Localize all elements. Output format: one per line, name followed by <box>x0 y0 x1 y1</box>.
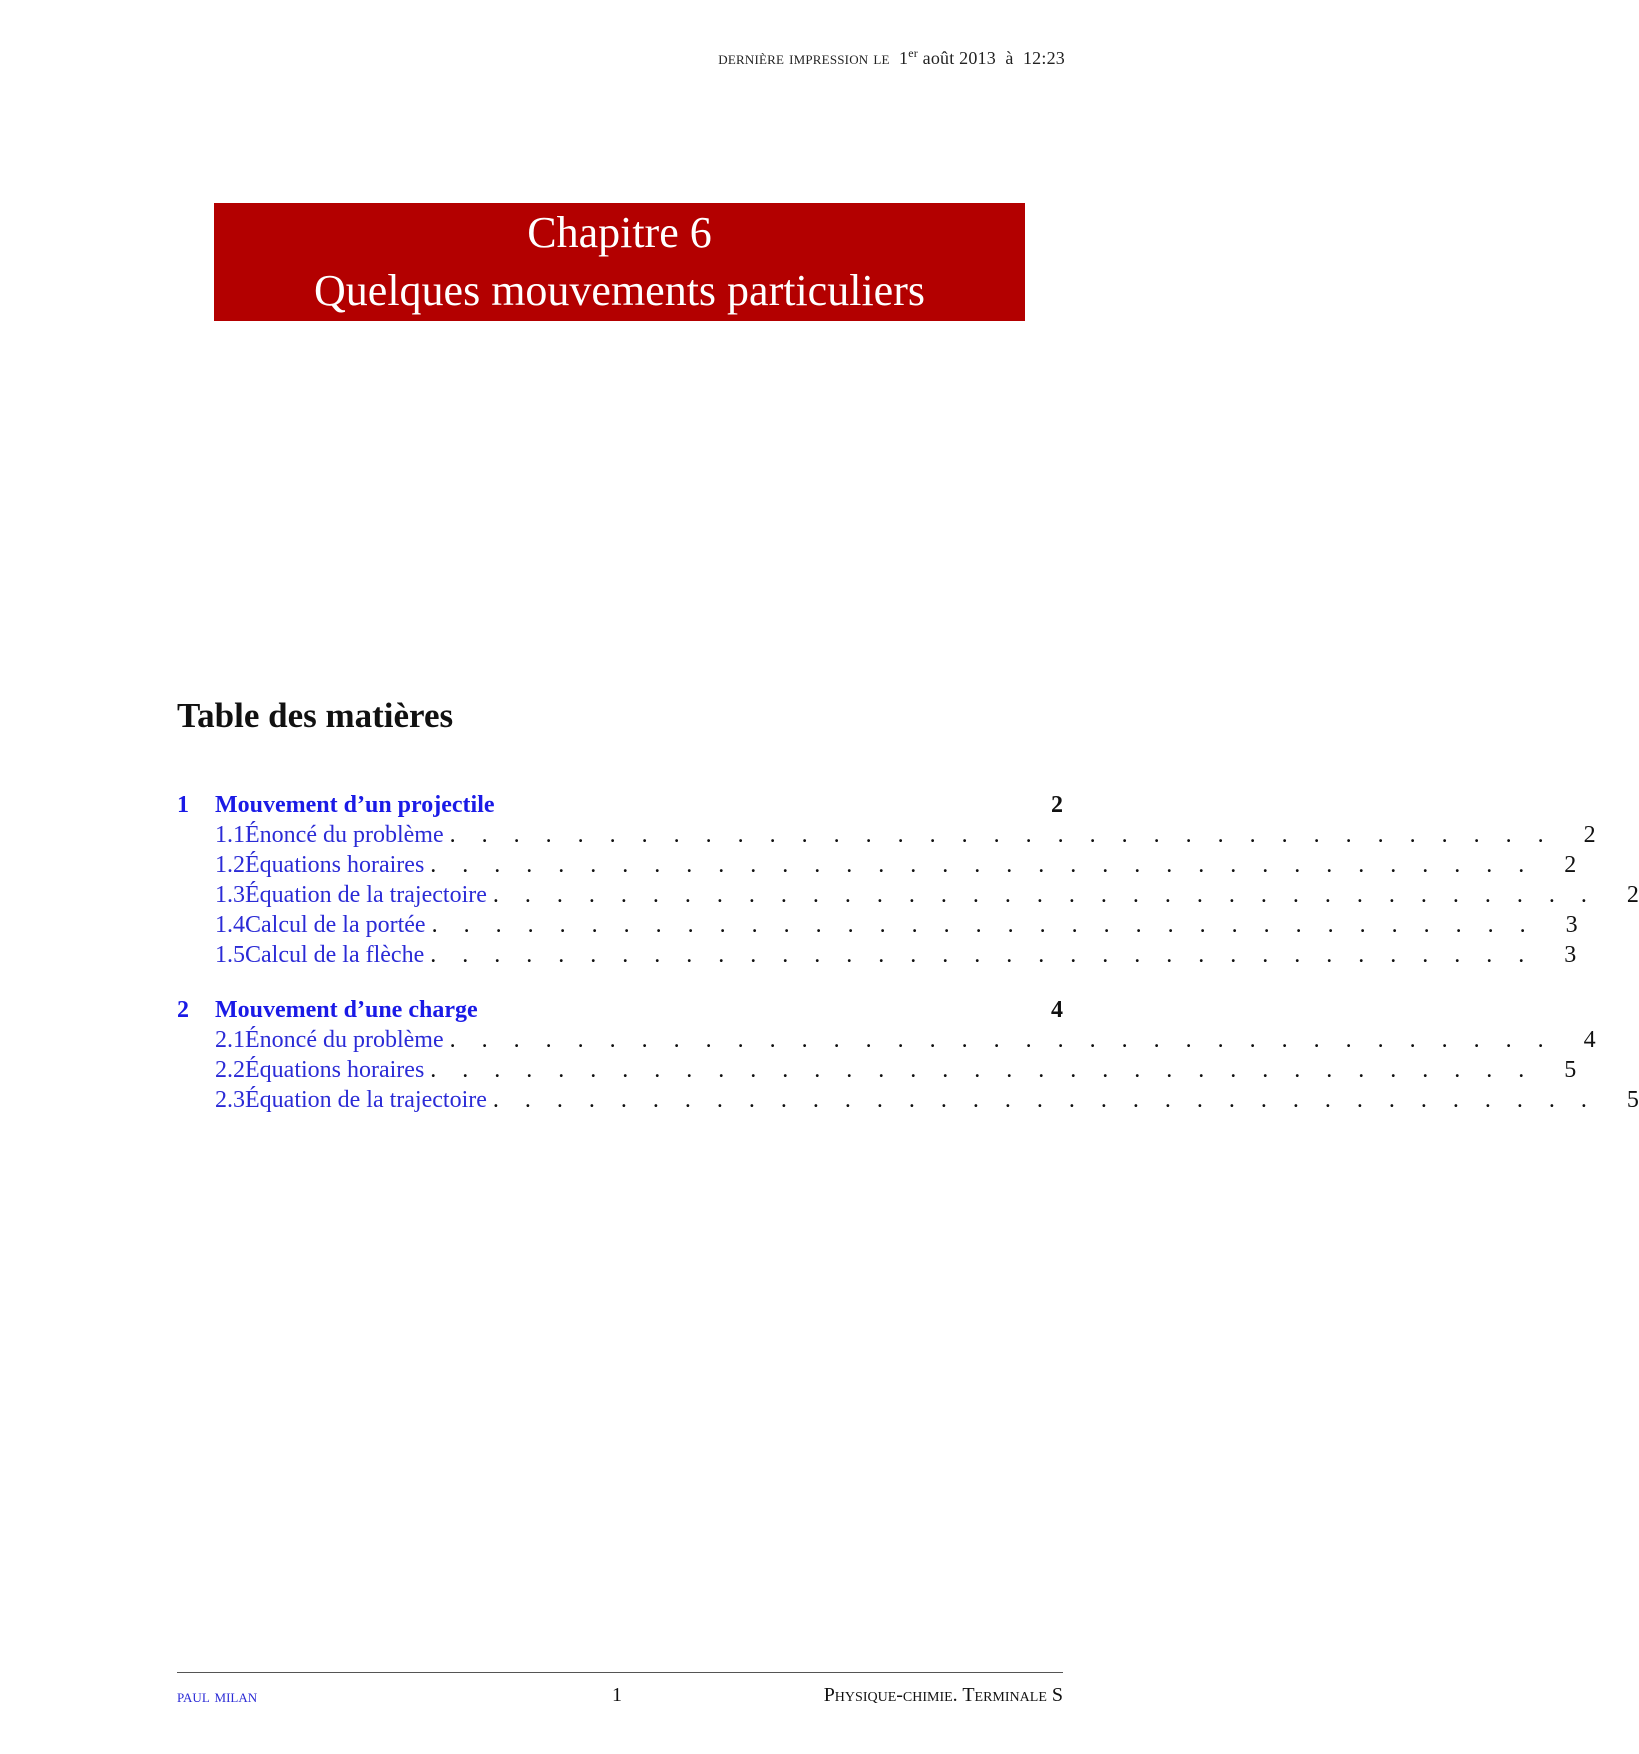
toc-section-1 <box>177 790 1639 970</box>
toc-entry-subsection[interactable] <box>177 1055 1577 1085</box>
toc-leader-dots: . . . . . . . . . . . . . . . . . . . . . . . . . . . . . . . . . . . <box>492 882 1597 908</box>
toc-entry-section[interactable] <box>177 995 1063 1025</box>
toc-entry-page: 2 <box>1564 852 1577 878</box>
footer-course: Physique-chimie. Terminale S <box>823 1684 1063 1706</box>
toc-leader-dots: . . . . . . . . . . . . . . . . . . . . . . . . . . . . . . . . . . . <box>431 912 1536 938</box>
toc-entry-section[interactable] <box>177 790 1063 820</box>
chapter-title: Quelques mouvements particuliers <box>314 266 925 315</box>
toc-entry-subsection[interactable] <box>177 820 1596 850</box>
toc-heading: Table des matières <box>177 696 454 735</box>
toc-entry-number: 1.4 <box>215 912 245 938</box>
footer-author: paul milan <box>177 1686 258 1707</box>
toc-entry-subsection[interactable] <box>177 910 1578 940</box>
toc-leader-dots: . . . . . . . . . . . . . . . . . . . . . . . . . . . . . . . . . . . <box>430 852 1535 878</box>
toc-entry-number: 1 <box>177 792 189 818</box>
toc-entry-subsection[interactable] <box>177 850 1577 880</box>
toc-entry-label: Équations horaires <box>245 1057 425 1083</box>
toc-entry-number: 1.5 <box>215 942 245 968</box>
toc-leader-dots: . . . . . . . . . . . . . . . . . . . . . . . . . . . . . . . . . . . <box>449 1027 1554 1053</box>
toc-entry-page: 5 <box>1626 1087 1639 1113</box>
print-label: dernière impression le <box>718 48 890 69</box>
toc-entry-label: Mouvement d’un projectile <box>215 792 495 818</box>
toc-entry-label: Calcul de la flèche <box>245 942 425 968</box>
toc-entry-page: 2 <box>1583 822 1596 848</box>
toc-entry-page: 4 <box>1583 1027 1596 1053</box>
toc-leader-dots: . . . . . . . . . . . . . . . . . . . . . . . . . . . . . . . . . . . <box>449 822 1554 848</box>
toc-leader-dots: . . . . . . . . . . . . . . . . . . . . . . . . . . . . . . . . . . . <box>430 1057 1535 1083</box>
toc-entry-label: Mouvement d’une charge <box>215 997 478 1023</box>
toc-entry-label: Énoncé du problème <box>245 1027 444 1053</box>
toc-entry-number: 1.2 <box>215 852 245 878</box>
print-at: à <box>1005 48 1014 68</box>
toc-entry-page: 3 <box>1565 912 1578 938</box>
toc-entry-subsection[interactable] <box>177 1025 1596 1055</box>
footer-rule <box>177 1672 1063 1673</box>
print-day: 1 <box>899 48 909 68</box>
toc-entry-label: Équation de la trajectoire <box>245 882 487 908</box>
chapter-title-box <box>214 203 1025 321</box>
toc-entry-subsection[interactable] <box>177 940 1577 970</box>
print-time: 12:23 <box>1022 48 1065 68</box>
toc-entry-label: Énoncé du problème <box>245 822 444 848</box>
toc-entry-page: 5 <box>1564 1057 1577 1083</box>
toc-entry-number: 2.2 <box>215 1057 245 1083</box>
toc-entry-page: 2 <box>1051 792 1063 818</box>
toc-entry-number: 2 <box>177 997 189 1023</box>
toc-entry-number: 2.1 <box>215 1027 245 1053</box>
toc-entry-subsection[interactable] <box>177 880 1639 910</box>
toc-entry-number: 1.3 <box>215 882 245 908</box>
toc-entry-number: 1.1 <box>215 822 245 848</box>
toc-entry-number: 2.3 <box>215 1087 245 1113</box>
toc-entry-label: Calcul de la portée <box>245 912 426 938</box>
toc-entry-page: 2 <box>1626 882 1639 908</box>
toc-entry-label: Équation de la trajectoire <box>245 1087 487 1113</box>
toc-entry-subsection[interactable] <box>177 1085 1639 1115</box>
print-date: août 2013 <box>922 48 996 68</box>
toc-leader-dots: . . . . . . . . . . . . . . . . . . . . . . . . . . . . . . . . . . . <box>492 1087 1597 1113</box>
print-date-header <box>718 46 1065 70</box>
chapter-number: Chapitre 6 <box>527 208 712 257</box>
print-day-suffix: er <box>908 46 918 60</box>
toc-section-2 <box>177 995 1639 1115</box>
toc-entry-label: Équations horaires <box>245 852 425 878</box>
toc-entry-page: 4 <box>1051 997 1063 1023</box>
toc-leader-dots: . . . . . . . . . . . . . . . . . . . . . . . . . . . . . . . . . . . <box>430 942 1535 968</box>
toc-entry-page: 3 <box>1564 942 1577 968</box>
footer-page-number: 1 <box>612 1684 622 1706</box>
